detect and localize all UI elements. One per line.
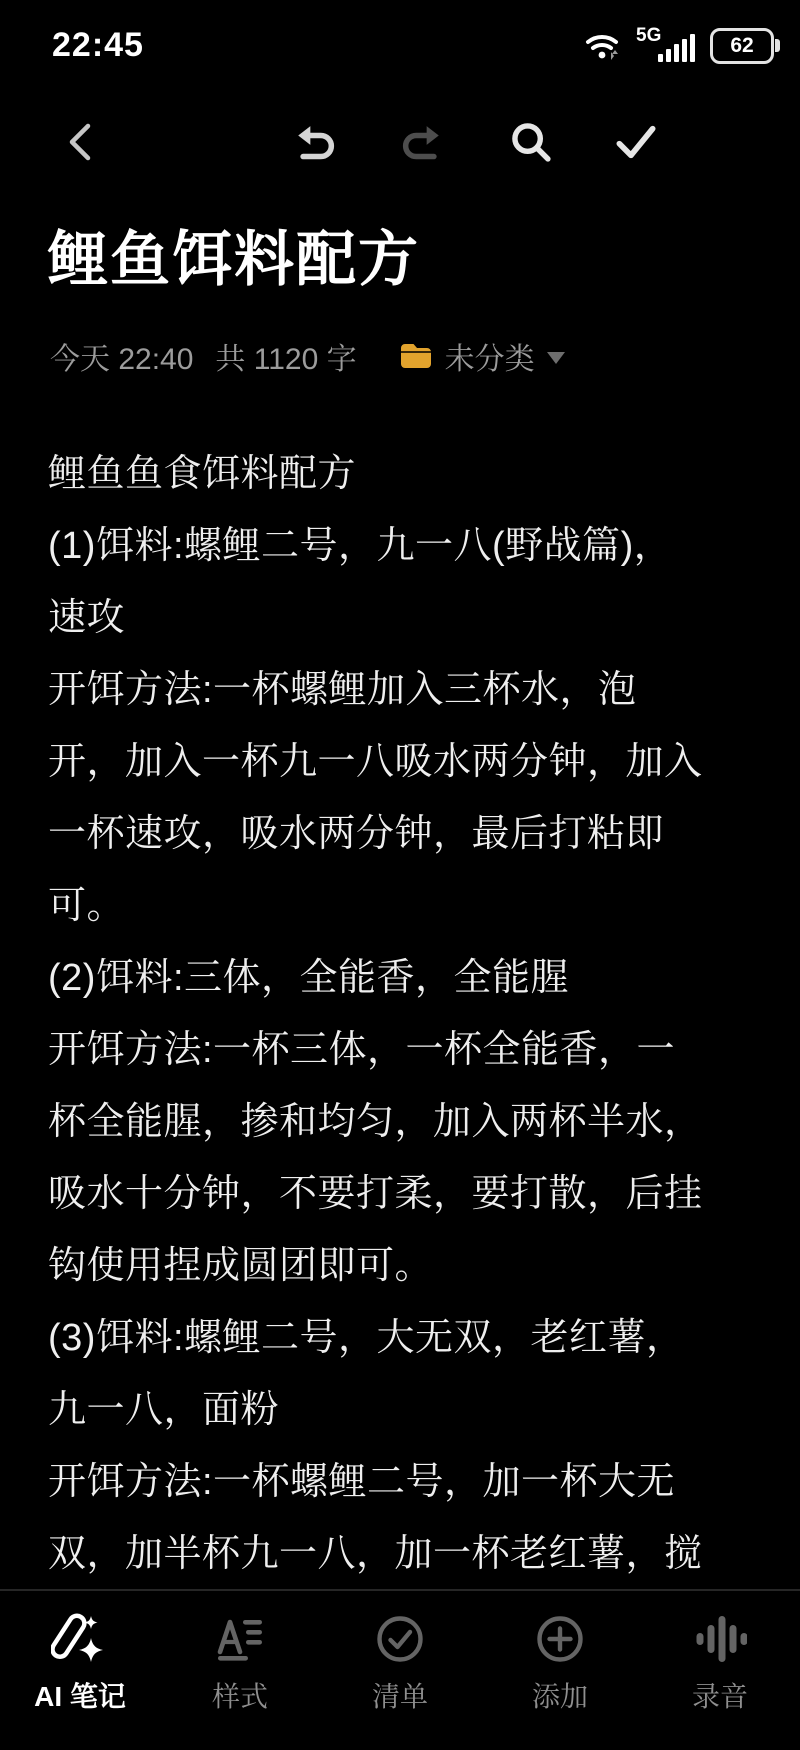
category-selector[interactable] bbox=[399, 334, 565, 378]
bottom-item-label: 清单 bbox=[371, 1681, 428, 1712]
note-line: (2)饵料:三体，全能香，全能腥 bbox=[48, 957, 570, 999]
add-circle-icon bbox=[533, 1611, 587, 1667]
battery-indicator bbox=[710, 28, 774, 64]
checklist-button[interactable] bbox=[320, 1591, 480, 1750]
note-line: 吸水十分钟，不要打柔，要打散，后挂 bbox=[48, 1173, 703, 1215]
note-editor[interactable] bbox=[48, 438, 768, 1590]
checklist-icon bbox=[373, 1611, 427, 1667]
back-button[interactable] bbox=[50, 104, 110, 180]
ai-pen-sparkle-icon bbox=[51, 1611, 109, 1667]
voice-record-icon bbox=[693, 1611, 747, 1667]
back-chevron-icon bbox=[62, 120, 98, 164]
battery-nub bbox=[775, 39, 780, 52]
note-line: 一杯速攻，吸水两分钟，最后打粘即 bbox=[48, 813, 665, 855]
note-line: 九一八，面粉 bbox=[48, 1389, 280, 1431]
note-line: 速攻 bbox=[48, 597, 126, 639]
bottom-item-label: AI 笔记 bbox=[34, 1681, 126, 1712]
category-label: 未分类 bbox=[444, 343, 535, 376]
note-line: 鲤鱼鱼食饵料配方 bbox=[48, 453, 357, 495]
note-line: 开饵方法:一杯螺鲤加入三杯水，泡 bbox=[48, 669, 637, 711]
caret-down-icon bbox=[547, 352, 565, 364]
note-meta bbox=[50, 332, 565, 380]
redo-icon bbox=[398, 121, 444, 163]
note-date: 今天 22:40 bbox=[50, 343, 194, 376]
add-button[interactable] bbox=[480, 1591, 640, 1750]
bottom-toolbar bbox=[0, 1591, 800, 1750]
confirm-check-icon bbox=[612, 122, 660, 162]
search-button[interactable] bbox=[501, 104, 561, 180]
status-bar bbox=[0, 0, 800, 80]
bottom-item-label: 录音 bbox=[691, 1681, 748, 1712]
note-line: 可。 bbox=[48, 885, 126, 927]
note-line: (3)饵料:螺鲤二号，大无双，老红薯， bbox=[48, 1317, 685, 1359]
note-line: 开饵方法:一杯螺鲤二号，加一杯大无 bbox=[48, 1461, 676, 1503]
network-type-label: 5G bbox=[636, 25, 662, 46]
text-style-icon bbox=[213, 1611, 267, 1667]
wifi-icon bbox=[584, 28, 624, 64]
record-button[interactable] bbox=[640, 1591, 800, 1750]
note-line: 开饵方法:一杯三体，一杯全能香，一 bbox=[48, 1029, 676, 1071]
undo-button[interactable] bbox=[286, 104, 346, 180]
status-icons bbox=[584, 26, 774, 66]
status-time: 22:45 bbox=[52, 26, 144, 64]
redo-button[interactable] bbox=[391, 104, 451, 180]
note-line: (1)饵料:螺鲤二号，九一八(野战篇)， bbox=[48, 525, 673, 567]
note-line: 开，加入一杯九一八吸水两分钟，加入 bbox=[48, 741, 703, 783]
search-icon bbox=[509, 120, 553, 164]
battery-percent: 62 bbox=[730, 34, 754, 57]
signal-bars-icon bbox=[658, 33, 698, 63]
style-button[interactable] bbox=[160, 1591, 320, 1750]
bottom-item-label: 样式 bbox=[211, 1681, 268, 1712]
cellular-signal bbox=[636, 26, 698, 66]
note-title[interactable]: 鲤鱼饵料配方 bbox=[48, 226, 420, 293]
bottom-item-label: 添加 bbox=[531, 1681, 588, 1712]
word-count: 共 1120 字 bbox=[215, 343, 357, 376]
folder-icon bbox=[399, 342, 433, 370]
undo-icon bbox=[293, 121, 339, 163]
ai-note-button[interactable] bbox=[0, 1591, 160, 1750]
note-line: 钩使用捏成圆团即可。 bbox=[48, 1245, 434, 1287]
note-line: 双，加半杯九一八，加一杯老红薯，搅 bbox=[48, 1533, 703, 1575]
note-line: 杯全能腥，掺和均匀，加入两杯半水， bbox=[48, 1101, 703, 1143]
editor-toolbar bbox=[0, 104, 800, 184]
confirm-button[interactable] bbox=[606, 104, 666, 180]
